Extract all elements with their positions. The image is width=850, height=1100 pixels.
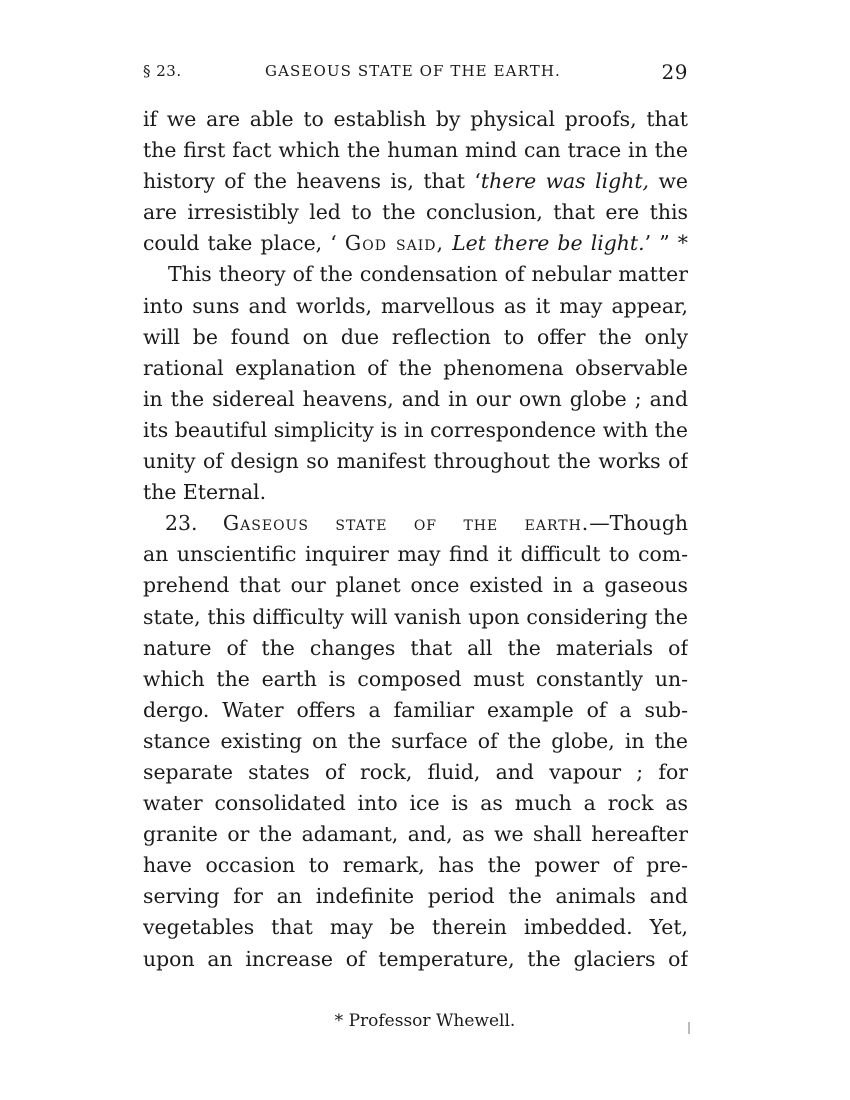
text-line: granite or the adamant, and, as we shall hereafter: [143, 822, 688, 847]
text-line: if we are able to establish by physical proofs, that: [143, 107, 688, 131]
text-line: stance existing on the surface of the globe, in the: [143, 728, 688, 753]
paragraph-start-line: This theory of the condensation of nebular matter: [168, 262, 688, 287]
body-text: [143, 104, 688, 975]
running-header: [143, 62, 688, 88]
page-number: 29: [661, 60, 688, 84]
footnote: * Professor Whewell.: [334, 1011, 516, 1031]
text-line: its beautiful simplicity is in correspondence with the: [143, 417, 688, 442]
text-line: into suns and worlds, marvellous as it may appear,: [143, 293, 688, 318]
text-line: an unscientific inquirer may find it difficult to com-: [143, 542, 688, 567]
text-line: state, this difficulty will vanish upon considering the: [143, 604, 688, 629]
text-line: rational explanation of the phenomena observable: [143, 355, 688, 380]
text-line: history of the heavens is, that ‘there was light, we: [143, 169, 688, 194]
text-line: unity of design so manifest throughout the works of: [143, 449, 688, 474]
section-heading-line: 23. Gaseous state of the earth.—Though: [165, 511, 688, 536]
quote-italic: Let there be light.: [452, 231, 645, 256]
text-line: vegetables that may be therein imbedded. Yet,: [143, 915, 688, 940]
text-line: in the sidereal heavens, and in our own globe ; and: [143, 386, 688, 411]
text-line: which the earth is composed must constantly un-: [143, 666, 688, 691]
text-line: dergo. Water offers a familiar example of a sub-: [143, 697, 688, 722]
text-line: separate states of rock, fluid, and vapour ; for: [143, 759, 688, 784]
text-line: water consolidated into ice is as much a rock as: [143, 791, 688, 816]
text-line: prehend that our planet once existed in a gaseous: [143, 573, 688, 598]
text-line: the Eternal.: [143, 480, 267, 505]
section-heading: Gaseous state of the earth.: [222, 511, 590, 536]
scan-smudge: [688, 1022, 690, 1034]
text-line: have occasion to remark, has the power of pre-: [143, 853, 688, 878]
quote-italic: there was light,: [480, 169, 650, 194]
section-marker: § 23.: [143, 62, 182, 80]
running-title: GASEOUS STATE OF THE EARTH.: [265, 62, 561, 80]
text-line: could take place, ‘ God said, Let there be light.’ ” *: [143, 231, 688, 256]
text-line: upon an increase of temperature, the glaciers of: [143, 946, 688, 971]
text-line: the first fact which the human mind can trace in the: [143, 138, 688, 163]
text-line: nature of the changes that all the materials of: [143, 635, 688, 660]
small-caps-phrase: God said,: [344, 231, 444, 256]
text-line: will be found on due reflection to offer the only: [143, 324, 688, 349]
text-line: serving for an indefinite period the animals and: [143, 884, 688, 909]
text-line: are irresistibly led to the conclusion, that ere this: [143, 200, 688, 225]
